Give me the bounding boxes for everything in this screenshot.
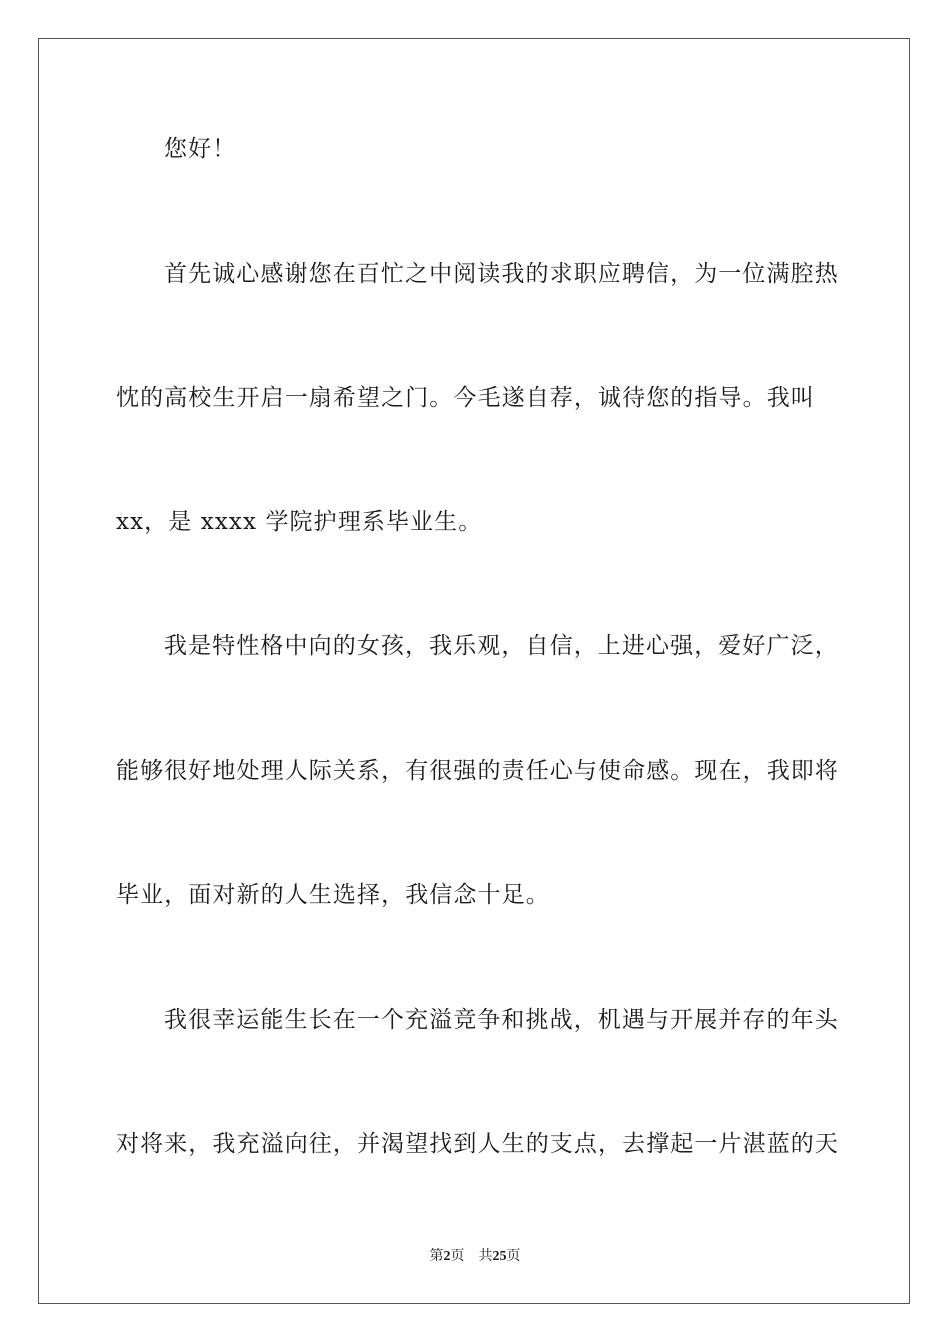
paragraph-1-line-2: 忱的高校生开启一扇希望之门。今毛遂自荐，诚待您的指导。我叫 <box>116 385 815 411</box>
paragraph-2-line-3: 毕业，面对新的人生选择，我信念十足。 <box>116 882 550 908</box>
footer-page-suffix: 页 <box>450 1248 465 1264</box>
greeting-line: 您好！ <box>164 136 237 162</box>
paragraph-3-line-2: 对将来，我充溢向往，并渴望找到人生的支点，去撑起一片湛蓝的天 <box>116 1131 839 1157</box>
footer-page-prefix: 第 <box>429 1248 444 1264</box>
paragraph-2-line-2: 能够很好地处理人际关系，有很强的责任心与使命感。现在，我即将 <box>116 758 839 784</box>
paragraph-3-line-1: 我很幸运能生长在一个充溢竞争和挑战，机遇与开展并存的年头 <box>164 1007 839 1033</box>
paragraph-1-line-3: xx，是 xxxx 学院护理系毕业生。 <box>116 509 483 535</box>
footer-total-prefix: 共 <box>478 1248 493 1264</box>
footer-page-number: 2 <box>443 1249 451 1264</box>
page-frame <box>38 38 910 1304</box>
page-footer <box>0 1246 950 1267</box>
footer-total-pages: 25 <box>492 1249 507 1264</box>
paragraph-1-line-1: 首先诚心感谢您在百忙之中阅读我的求职应聘信，为一位满腔热 <box>164 261 839 287</box>
footer-total-suffix: 页 <box>506 1248 521 1264</box>
paragraph-2-line-1: 我是特性格中向的女孩，我乐观，自信，上进心强，爱好广泛， <box>164 633 839 659</box>
